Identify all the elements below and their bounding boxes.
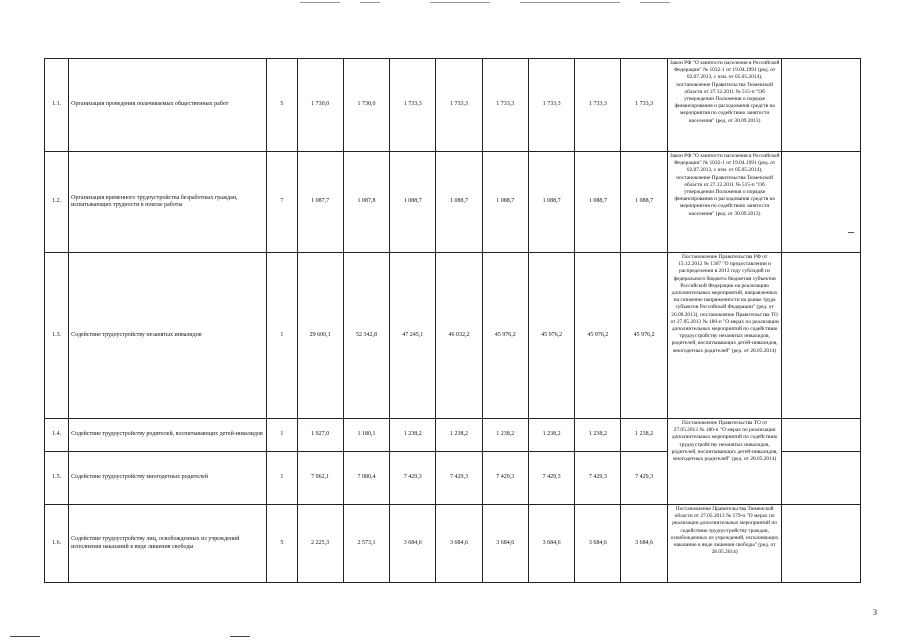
row-number: 1.6. — [45, 505, 69, 583]
value-cell: 3 684,6 — [528, 505, 574, 583]
value-cell: 1 238,2 — [482, 419, 528, 452]
value-cell: 2 573,1 — [343, 505, 389, 583]
value-cell: 1 088,7 — [390, 152, 436, 253]
legal-basis: Закон РФ "О занятости населения в Российской Федерации" № 1032-1 от 19.04.1991 (ред. от 02.07.2013, с изм. от 05.05.2014), постановление Правительства Тюменской области от 27.12.2011 № 515-п "Об утверждении Положения о порядке финансирования и расходования средств на мероприятия по содействию занятости населения" (ред. от 30.09.2013) — [667, 152, 782, 253]
value-cell: 1 733,3 — [436, 59, 482, 152]
value-cell: 1 088,7 — [621, 152, 667, 253]
code-cell: 5 — [267, 505, 297, 583]
value-cell: 3 684,6 — [482, 505, 528, 583]
value-cell: 52 342,8 — [343, 253, 389, 419]
value-cell: 1 238,2 — [575, 419, 621, 452]
value-cell: 1 087,8 — [343, 152, 389, 253]
value-cell: 45 976,2 — [482, 253, 528, 419]
scan-mark — [848, 232, 854, 233]
value-cell: 3 684,6 — [575, 505, 621, 583]
code-cell: 7 — [267, 152, 297, 253]
value-cell: 46 032,2 — [436, 253, 482, 419]
funding-table — [44, 58, 861, 583]
value-cell: 7 429,3 — [528, 452, 574, 505]
value-cell: 29 600,1 — [297, 253, 343, 419]
row-number: 1.2. — [45, 152, 69, 253]
row-number: 1.4. — [45, 419, 69, 452]
value-cell: 1 927,0 — [297, 419, 343, 452]
legal-basis: Постановление Правительства ТО от 27.05.2013 № 180-п "О мерах по реализации дополнительных мероприятий по содействию трудоустройству незанятых инвалидов, родителей, воспитывающих детей-инвалидов, многодетных родителей" (ред. от 28.05.2014) — [667, 419, 782, 505]
value-cell: 47 245,1 — [390, 253, 436, 419]
value-cell: 1 730,0 — [343, 59, 389, 152]
value-cell: 1 088,7 — [482, 152, 528, 253]
empty-cell — [782, 152, 861, 253]
legal-basis: Закон РФ "О занятости населения в Российской Федерации" № 1032-1 от 19.04.1991 (ред. от 02.07.2013, с изм. от 05.05.2014), постановление Правительства Тюменской области от 27.12.2011 № 515-п "Об утверждении Положения о порядке финансирования и расходования средств на мероприятия по содействию занятости населения" (ред. от 30.09.2013) — [667, 59, 782, 152]
code-cell: 5 — [267, 59, 297, 152]
value-cell: 1 733,3 — [528, 59, 574, 152]
value-cell: 3 684,6 — [621, 505, 667, 583]
activity-name: Содействие трудоустройству лиц, освобожденных из учреждений исполнения наказаний в виде лишения свободы — [69, 505, 267, 583]
code-cell: 1 — [267, 253, 297, 419]
value-cell: 45 976,2 — [575, 253, 621, 419]
value-cell: 1 238,2 — [528, 419, 574, 452]
legal-basis: Постановление Правительства РФ от 15.12.2012 № 1307 "О предоставлении и распределении в 2013 году субсидий из федерального бюджета бюджетам субъектов Российской Федерации на реализацию дополнительных мероприятий, направленных на снижение напряженности на рынке труда субъектов Российской Федерации" (ред. от 26.09.2013), постановление Правительства ТО от 27.05.2013 № 180-п "О мерах по реализации дополнительных мероприятий по содействию трудоустройству незанятых инвалидов, родителей, воспитывающих детей-инвалидов, многодетных родителей" (ред. от 28.05.2014) — [667, 253, 782, 419]
value-cell: 7 429,3 — [621, 452, 667, 505]
table-row — [45, 59, 861, 152]
value-cell: 1 238,2 — [436, 419, 482, 452]
table-row — [45, 419, 861, 452]
value-cell: 3 684,6 — [390, 505, 436, 583]
code-cell: 1 — [267, 419, 297, 452]
value-cell: 7 429,3 — [436, 452, 482, 505]
activity-name: Содействие трудоустройству незанятых инвалидов — [69, 253, 267, 419]
value-cell: 1 088,7 — [528, 152, 574, 253]
page-number: 3 — [873, 608, 877, 617]
legal-basis: Постановление Правительства Тюменской области от 27.05.2013 № 179-п "О мерах по реализации дополнительных мероприятий по содействию трудоустройству граждан, освобожденных из учреждений, исполняющих наказание в виде лишения свободы" (ред. от 28.05.2014) — [667, 505, 782, 583]
value-cell: 3 684,6 — [436, 505, 482, 583]
value-cell: 45 976,2 — [528, 253, 574, 419]
empty-cell — [782, 59, 861, 152]
activity-name: Организация временного трудоустройства безработных граждан, испытывающих трудности в поиске работы — [69, 152, 267, 253]
row-number: 1.3. — [45, 253, 69, 419]
empty-cell — [782, 452, 861, 505]
value-cell: 1 238,2 — [621, 419, 667, 452]
empty-cell — [782, 253, 861, 419]
table-row — [45, 253, 861, 419]
value-cell: 1 088,7 — [436, 152, 482, 253]
empty-cell — [782, 419, 861, 452]
value-cell: 1 730,0 — [297, 59, 343, 152]
table-row — [45, 152, 861, 253]
code-cell: 1 — [267, 452, 297, 505]
value-cell: 1 733,3 — [482, 59, 528, 152]
value-cell: 7 429,3 — [482, 452, 528, 505]
activity-name: Содействие трудоустройству родителей, воспитывающих детей-инвалидов — [69, 419, 267, 452]
value-cell: 1 733,3 — [390, 59, 436, 152]
activity-name: Содействие трудоустройству многодетных родителей — [69, 452, 267, 505]
value-cell: 1 180,1 — [343, 419, 389, 452]
value-cell: 1 087,7 — [297, 152, 343, 253]
document-sheet — [44, 58, 861, 583]
value-cell: 1 088,7 — [575, 152, 621, 253]
value-cell: 1 733,3 — [621, 59, 667, 152]
value-cell: 2 225,3 — [297, 505, 343, 583]
value-cell: 45 976,2 — [621, 253, 667, 419]
value-cell: 7 062,1 — [297, 452, 343, 505]
value-cell: 1 733,3 — [575, 59, 621, 152]
activity-name: Организация проведения оплачиваемых общественных работ — [69, 59, 267, 152]
row-number: 1.1. — [45, 59, 69, 152]
top-scan-marks — [0, 0, 905, 8]
empty-cell — [782, 505, 861, 583]
value-cell: 7 429,3 — [575, 452, 621, 505]
scan-mark — [230, 636, 250, 637]
value-cell: 7 080,4 — [343, 452, 389, 505]
scan-mark — [10, 636, 40, 637]
row-number: 1.5. — [45, 452, 69, 505]
value-cell: 1 238,2 — [390, 419, 436, 452]
table-row — [45, 505, 861, 583]
value-cell: 7 429,3 — [390, 452, 436, 505]
